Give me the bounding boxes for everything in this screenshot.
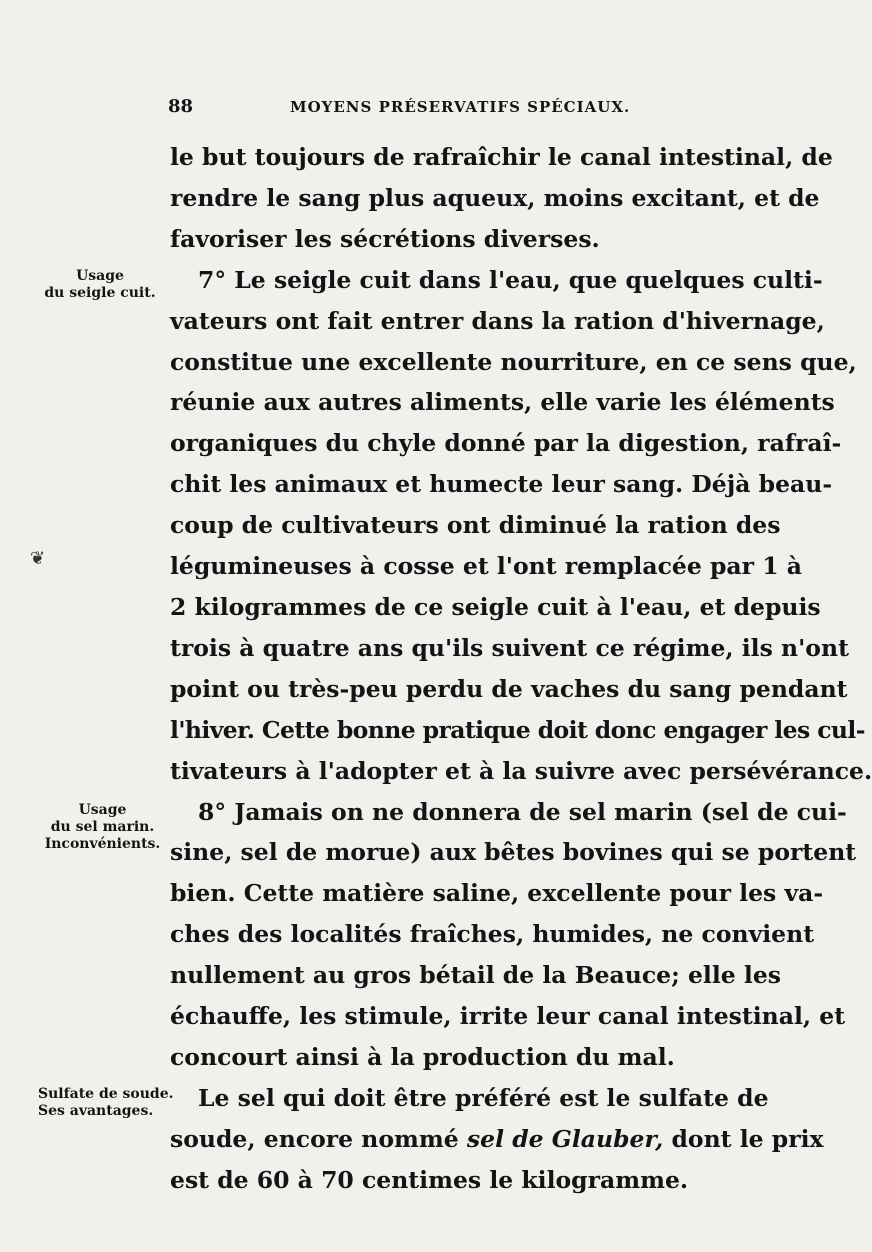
text-line: 2 kilogrammes de ce seigle cuit à l'eau, et depuis	[170, 592, 821, 621]
margin-note-text: Usage du sel marin. Inconvénients.	[44, 802, 161, 852]
text-line: sine, sel de morue) aux bêtes bovines qui se portent	[170, 838, 857, 867]
running-title: MOYENS PRÉSERVATIFS SPÉCIAUX.	[290, 98, 631, 116]
text-run: soude, encore nommé	[170, 1124, 467, 1153]
text-line: trois à quatre ans qu'ils suivent ce régime, ils n'ont	[170, 633, 849, 662]
text-line-mixed	[170, 1119, 824, 1160]
text-line: point ou très-peu perdu de vaches du sang pendant	[170, 674, 848, 703]
body-text	[170, 137, 872, 1201]
margin-note-text: Sulfate de soude. Ses avantages.	[38, 1086, 174, 1119]
text-line: 7° Le seigle cuit dans l'eau, que quelques culti-	[198, 265, 823, 294]
text-line: coup de cultivateurs ont diminué la ration des	[170, 511, 781, 540]
margin-note-sulfate	[38, 1086, 178, 1120]
text-line: organiques du chyle donné par la digestion, rafraî-	[170, 429, 842, 458]
margin-note-seigle	[40, 268, 160, 302]
text-line: réunie aux autres aliments, elle varie les éléments	[170, 388, 835, 417]
text-line: chit les animaux et humecte leur sang. Déjà beau-	[170, 470, 833, 499]
text-line: légumineuses à cosse et l'ont remplacée par 1 à	[170, 552, 802, 581]
text-line: Le sel qui doit être préféré est le sulfate de	[198, 1083, 769, 1112]
margin-note-text: Usage du seigle cuit.	[44, 268, 156, 301]
text-line: est de 60 à 70 centimes le kilogramme.	[170, 1165, 689, 1194]
text-line: vateurs ont fait entrer dans la ration d'hivernage,	[170, 306, 825, 335]
page-number: 88	[168, 96, 194, 117]
printer-ornament-icon: ❦	[30, 548, 46, 569]
italic-term: sel de Glauber,	[466, 1124, 664, 1153]
text-line: nullement au gros bétail de la Beauce; elle les	[170, 961, 781, 990]
text-line: ches des localités fraîches, humides, ne convient	[170, 920, 815, 949]
text-line: 8° Jamais on ne donnera de sel marin (sel de cui-	[198, 797, 847, 826]
text-line: tivateurs à l'adopter et à la suivre avec persévérance.	[170, 756, 872, 785]
text-line: concourt ainsi à la production du mal.	[170, 1042, 675, 1071]
text-line: le but toujours de rafraîchir le canal intestinal, de	[170, 143, 833, 171]
text-run: dont le prix	[663, 1124, 824, 1153]
text-line: favoriser les sécrétions diverses.	[170, 224, 600, 253]
text-line: bien. Cette matière saline, excellente pour les va-	[170, 879, 824, 908]
text-line: constitue une excellente nourriture, en ce sens que,	[170, 347, 857, 376]
text-line: rendre le sang plus aqueux, moins excitant, et de	[170, 183, 820, 212]
margin-note-sel-marin	[40, 802, 165, 853]
text-line: échauffe, les stimule, irrite leur canal intestinal, et	[170, 1002, 846, 1031]
text-line: l'hiver. Cette bonne pratique doit donc engager les cul-	[170, 715, 865, 744]
